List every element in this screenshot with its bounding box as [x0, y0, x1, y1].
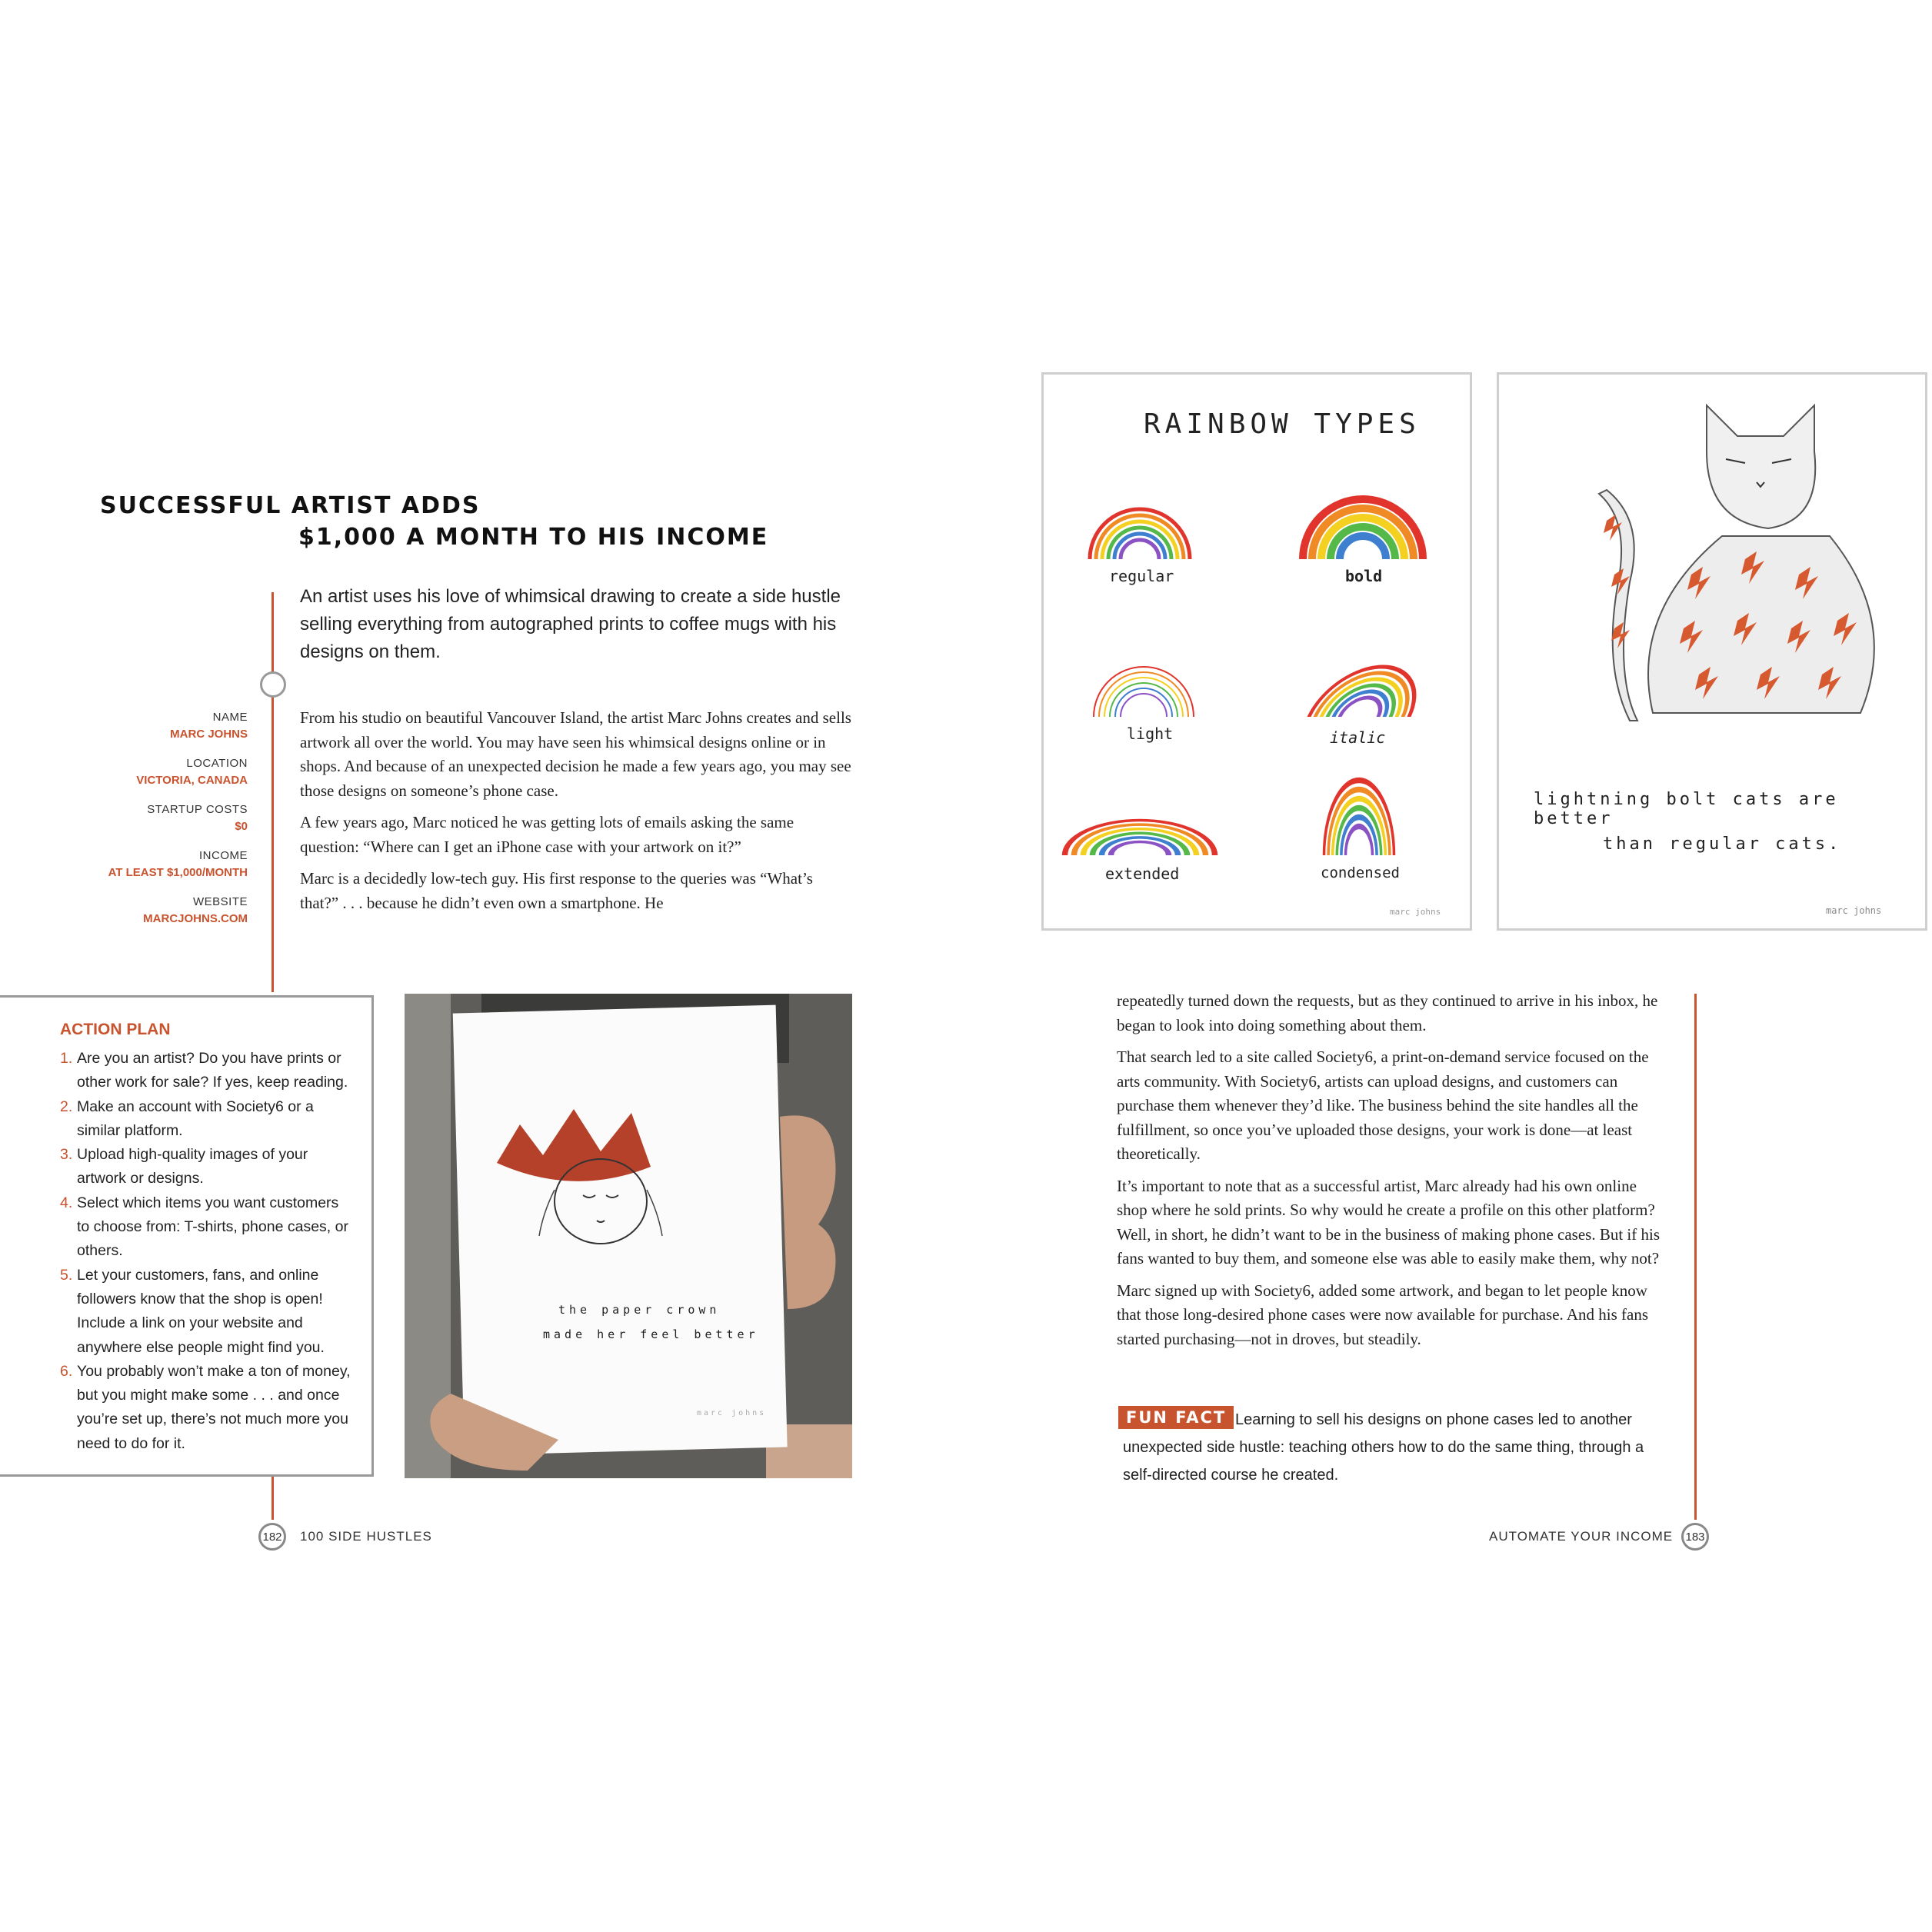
photo-held-print	[405, 994, 852, 1478]
cat-caption-line2: than regular cats.	[1603, 834, 1842, 854]
list-item	[60, 1047, 352, 1095]
meta-label: LOCATION	[186, 757, 248, 770]
paragraph: Marc signed up with Society6, added some artwork, and began to let people know that those long-desired phone cases were now available for purchase. And his fans started purchasing—not in droves, but steadily.	[1117, 1281, 1649, 1348]
meta-value: MARC JOHNS	[170, 728, 248, 741]
right-page-rule	[1694, 994, 1697, 1520]
item-text: Make an account with Society6 or a similar platform.	[77, 1098, 314, 1139]
paragraph: It’s important to note that as a successful artist, Marc already had his own online shop where he sold prints. So why would he create a profile on this other platform? Well, in short, he didn’t want to be in the business of making phone cases. But if his fans wanted to buy them, and someone else was able to easily make them, why not?	[1117, 1176, 1660, 1267]
timeline-node	[260, 671, 286, 698]
timeline-rule	[271, 592, 274, 992]
print-signature: marc johns	[1390, 907, 1441, 917]
paragraph: From his studio on beautiful Vancouver Island, the artist Marc Johns creates and sells artwork all over the world. You may have seen his whimsical designs online or in shops. And because of an unexpected decision he made a few years ago, you may see those designs on someone’s phone case.	[300, 708, 851, 800]
meta-value: VICTORIA, CANADA	[136, 774, 248, 787]
meta-value: $0	[235, 820, 248, 833]
paragraph: repeatedly turned down the requests, but as they continued to arrive in his inbox, he began to look into doing something about them.	[1117, 991, 1658, 1034]
item-number: 4.	[60, 1194, 73, 1211]
item-text: You probably won’t make a ton of money, but you might make some . . . and once you’re set up, there’s not much more you need to do for it.	[77, 1362, 351, 1452]
rainbow-print-title: RAINBOW TYPES	[1144, 408, 1421, 440]
print-caption-line2: made her feel better	[543, 1327, 759, 1341]
timeline-rule-lower	[271, 1477, 274, 1520]
print-caption-line1: the paper crown	[558, 1303, 721, 1317]
item-number: 5.	[60, 1266, 73, 1284]
meta-value: AT LEAST $1,000/MONTH	[108, 866, 248, 879]
action-plan-heading: ACTION PLAN	[60, 1021, 171, 1038]
footer-book-title: 100 SIDE HUSTLES	[300, 1529, 432, 1544]
right-body-text	[1117, 989, 1671, 1359]
rainbow-label: italic	[1330, 728, 1386, 747]
fun-fact	[1118, 1406, 1657, 1489]
rainbow-label: condensed	[1321, 864, 1400, 881]
action-plan-box	[0, 995, 374, 1477]
footer-section-title: AUTOMATE YOUR INCOME	[1489, 1529, 1674, 1544]
item-number: 3.	[60, 1146, 73, 1164]
meta-startup-costs	[77, 801, 248, 835]
page-title-line2: $1,000 A MONTH TO HIS INCOME	[298, 524, 769, 551]
profile-meta	[77, 709, 248, 928]
item-text: Upload high-quality images of your artwork or designs.	[77, 1146, 308, 1188]
paragraph: Marc is a decidedly low-tech guy. His first response to the queries was “What’s that?” . . . because he didn’t even own a smartphone. He	[300, 869, 813, 912]
cat-caption-line1: lightning bolt cats are better	[1534, 790, 1839, 828]
rainbow-types-print	[1041, 372, 1472, 931]
meta-label: INCOME	[199, 849, 248, 862]
intro-text: An artist uses his love of whimsical drawing to create a side hustle selling everything from autographed prints to coffee mugs with his designs on them.	[300, 586, 841, 662]
fun-fact-label: FUN FACT	[1118, 1406, 1234, 1429]
meta-name	[77, 709, 248, 743]
list-item	[60, 1264, 352, 1360]
fun-fact-text: Learning to sell his designs on phone cases led to another unexpected side hustle: teaching others how to do the same thing, through a self-directed course he created.	[1123, 1411, 1644, 1484]
list-item	[60, 1360, 352, 1456]
meta-label: STARTUP COSTS	[147, 803, 248, 816]
left-body-text	[300, 706, 854, 923]
print-signature: marc johns	[697, 1409, 767, 1417]
meta-website	[77, 894, 248, 928]
print-signature: marc johns	[1826, 905, 1882, 916]
meta-label: WEBSITE	[192, 895, 248, 908]
meta-label: NAME	[212, 711, 248, 724]
rainbow-illustrations	[1044, 375, 1470, 928]
list-item	[60, 1143, 352, 1191]
action-plan-list	[60, 1047, 352, 1456]
paragraph: A few years ago, Marc noticed he was getting lots of emails asking the same question: “Where can I get an iPhone case with your artwork on it?”	[300, 813, 794, 856]
item-number: 2.	[60, 1098, 73, 1115]
rainbow-label: light	[1127, 724, 1174, 743]
paragraph: That search led to a site called Society6, a print-on-demand service focused on the arts community. With Society6, artists can upload designs, and customers can purchase them whenever they’d like. The business behind the site handles all the fulfillment, so once you’ve uploaded those designs, your work is done—at least theoretically.	[1117, 1048, 1649, 1163]
page-title-line1: SUCCESSFUL ARTIST ADDS	[100, 492, 481, 519]
photo-illustration	[405, 994, 852, 1478]
meta-value: MARCJOHNS.COM	[143, 912, 248, 925]
rainbow-label: regular	[1109, 567, 1174, 585]
meta-income	[77, 848, 248, 881]
rainbow-label: bold	[1345, 567, 1383, 585]
list-item	[60, 1095, 352, 1144]
item-number: 6.	[60, 1362, 73, 1380]
page-number-right: 183	[1681, 1523, 1709, 1551]
list-item	[60, 1191, 352, 1264]
item-number: 1.	[60, 1050, 73, 1067]
meta-location	[77, 755, 248, 789]
page-number-left: 182	[258, 1523, 286, 1551]
item-text: Are you an artist? Do you have prints or other work for sale? If yes, keep reading.	[77, 1050, 348, 1091]
lightning-cat-print	[1497, 372, 1927, 931]
item-text: Let your customers, fans, and online followers know that the shop is open! Include a link on your website and anywhere else people might find you.	[77, 1266, 325, 1356]
rainbow-label: extended	[1105, 864, 1180, 883]
item-text: Select which items you want customers to choose from: T-shirts, phone cases, or others.	[77, 1194, 348, 1260]
